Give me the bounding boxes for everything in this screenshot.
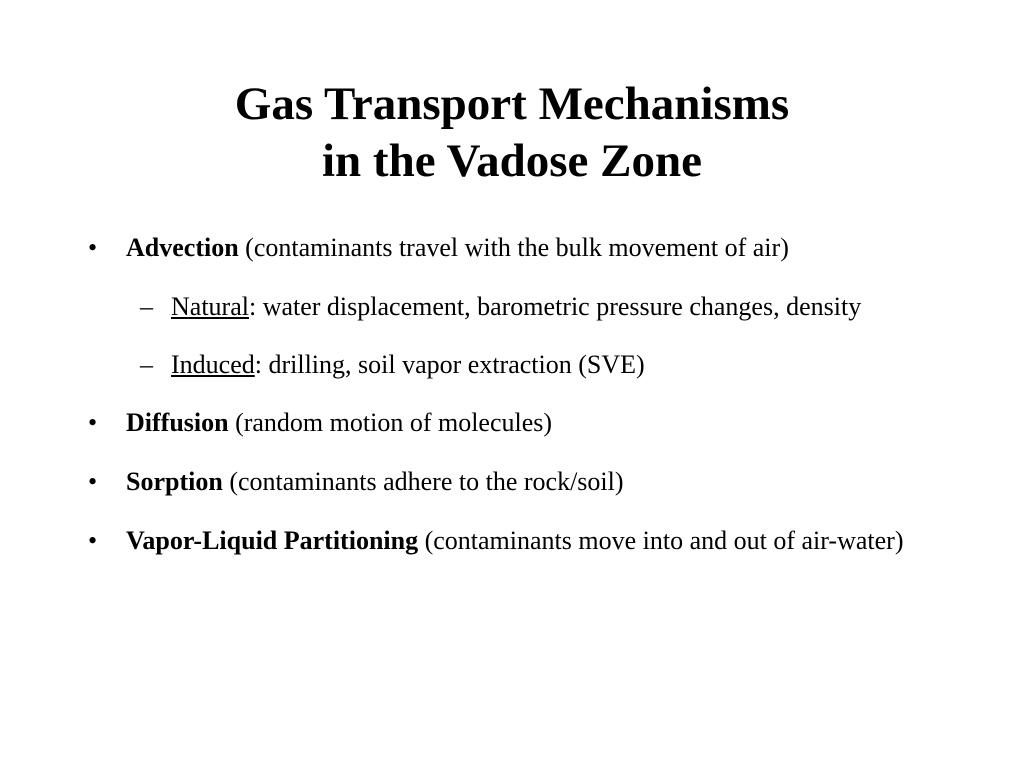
bullet-advection — [0, 230, 1024, 266]
bullet-term: Vapor-Liquid Partitioning — [126, 526, 419, 555]
sub-bullet-induced — [0, 347, 1024, 383]
slide-title — [0, 76, 1024, 190]
bullet-term: Advection — [126, 233, 239, 262]
bullet-marker: • — [88, 233, 98, 262]
dash-marker: – — [140, 292, 153, 321]
dash-marker: – — [140, 350, 153, 379]
bullet-marker: • — [88, 408, 98, 437]
bullet-description: (contaminants travel with the bulk movement of air) — [238, 233, 789, 262]
bullet-vapor-liquid-partitioning — [0, 523, 1024, 559]
title-line-2: in the Vadose Zone — [321, 135, 703, 187]
bullet-marker: • — [88, 526, 98, 555]
bullet-term: Diffusion — [126, 408, 229, 437]
bullet-term: Sorption — [126, 467, 223, 496]
sub-bullet-description: : water displacement, barometric pressure changes, density — [248, 292, 862, 321]
bullet-sorption — [0, 464, 1024, 500]
sub-bullet-description: : drilling, soil vapor extraction (SVE) — [254, 350, 645, 379]
bullet-diffusion — [0, 405, 1024, 441]
sub-bullet-term: Natural — [171, 292, 249, 321]
bullet-description: (contaminants adhere to the rock/soil) — [222, 467, 624, 496]
bullet-description: (contaminants move into and out of air-water) — [418, 526, 904, 555]
sub-bullet-natural — [0, 289, 1024, 325]
bullet-list — [0, 230, 1024, 582]
bullet-marker: • — [88, 467, 98, 496]
title-line-1: Gas Transport Mechanisms — [234, 78, 790, 130]
bullet-description: (random motion of molecules) — [228, 408, 553, 437]
sub-bullet-term: Induced — [171, 350, 255, 379]
